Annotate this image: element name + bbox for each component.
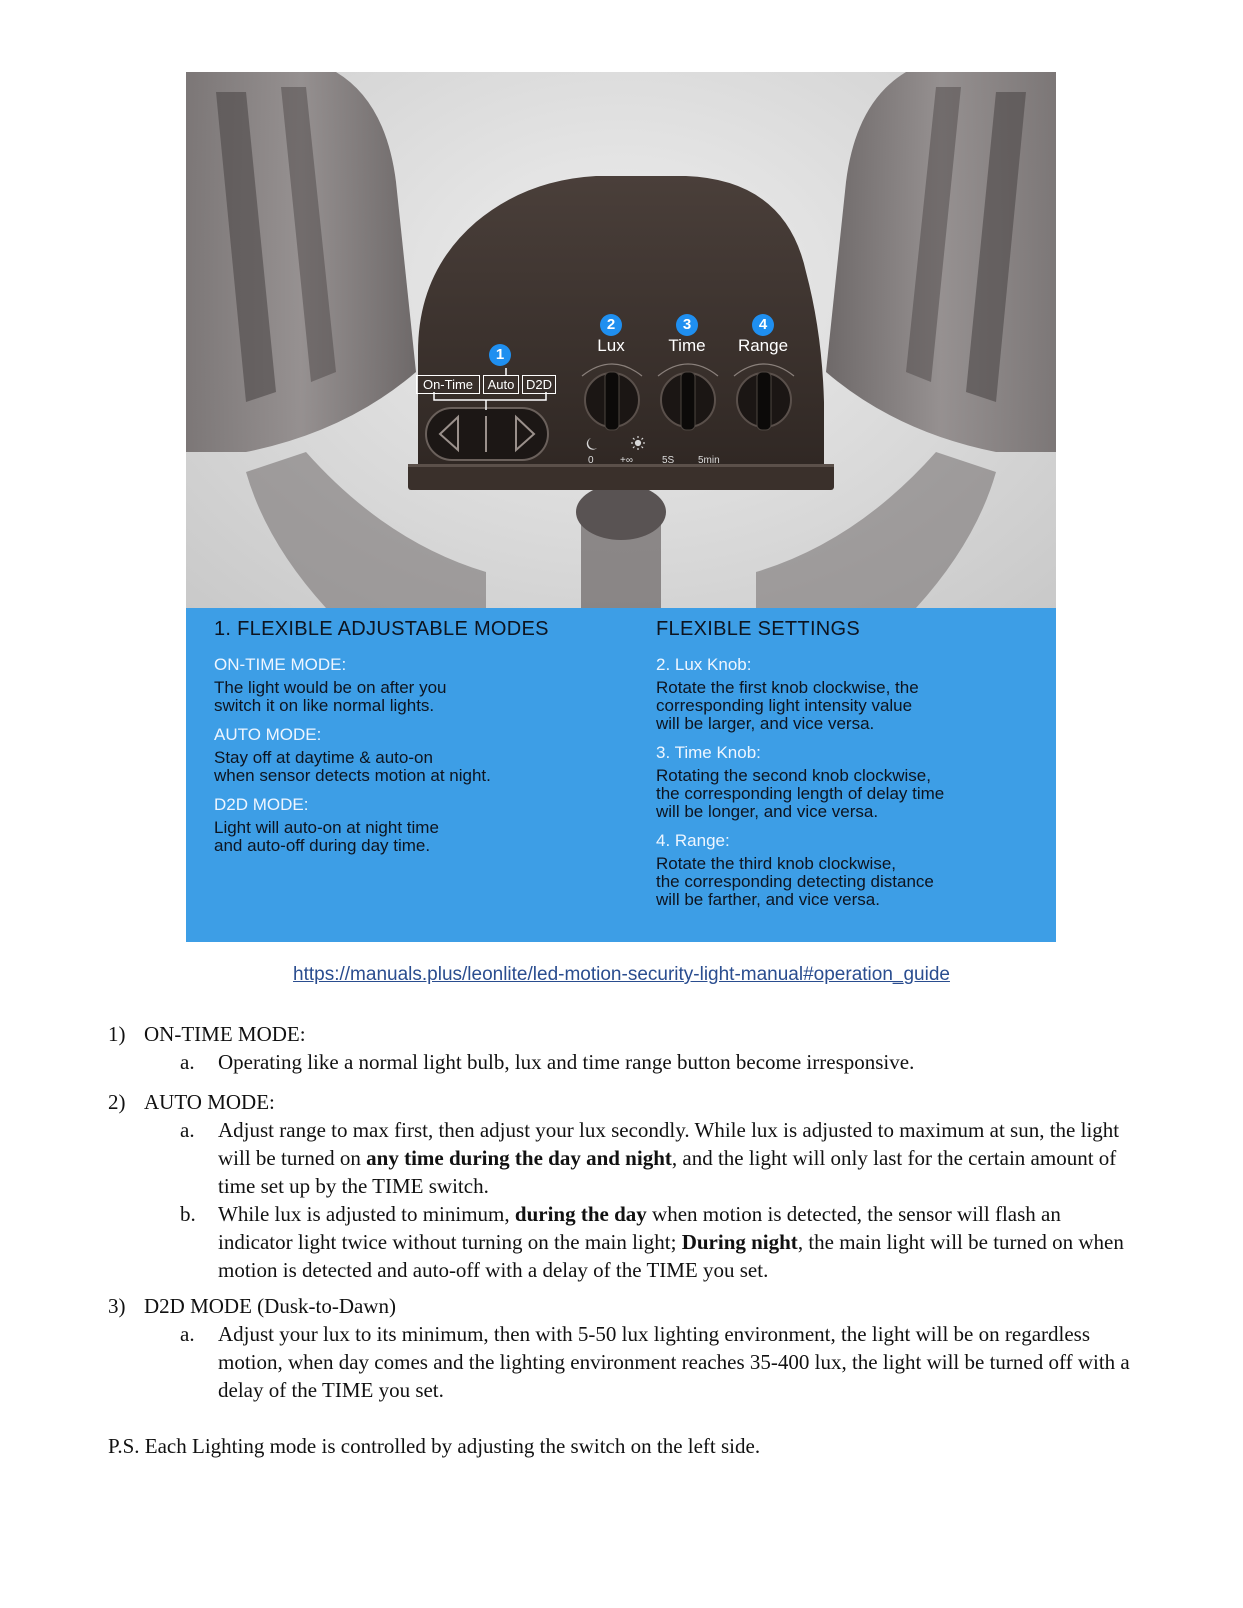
lux-knob-title: 2. Lux Knob: — [656, 655, 752, 674]
list-number: 2) — [108, 1090, 126, 1114]
badge-lux: 2 — [600, 314, 622, 336]
on-time-mode-title: ON-TIME MODE: — [214, 655, 347, 674]
time-label: Time — [668, 336, 706, 355]
sub-item-auto-b: b. While lux is adjusted to minimum, during the day when motion is detected, the sensor will flash an indicator light twice without turning on the main light; During night, the main light will be turned on when motion is detected and auto-off with a delay of the TIME you set. — [180, 1202, 1124, 1282]
on-time-mode-desc: The light would be on after you switch it on like normal lights. — [214, 678, 447, 715]
badge-mode-switch: 1 — [489, 344, 511, 366]
list-number: 3) — [108, 1294, 126, 1318]
mode-label-auto: Auto — [483, 375, 519, 394]
range-desc: Rotate the third knob clockwise, the corresponding detecting distance will be farther, and vice versa. — [656, 854, 934, 909]
time-scale-max: 5min — [698, 455, 720, 466]
source-link[interactable]: https://manuals.plus/leonlite/led-motion-security-light-manual#operation_guide — [293, 964, 950, 985]
lux-scale-min: 0 — [588, 455, 594, 466]
list-number: 1) — [108, 1022, 126, 1046]
modes-column — [214, 608, 614, 865]
sub-item-d2d-a: a. Adjust your lux to its minimum, then with 5-50 lux lighting environment, the light will be on regardless motion, when day comes and the lighting environment reaches 35-400 lux, the light will be turned off with a delay of the TIME you set. — [180, 1322, 1130, 1402]
lux-label: Lux — [597, 336, 625, 355]
time-knob-desc: Rotating the second knob clockwise, the corresponding length of delay time will be longer, and vice versa. — [656, 766, 945, 821]
range-title: 4. Range: — [656, 831, 730, 850]
badge-range: 4 — [752, 314, 774, 336]
info-panel — [186, 608, 1056, 942]
auto-mode-title: AUTO MODE: — [214, 725, 322, 744]
modes-heading: 1. FLEXIBLE ADJUSTABLE MODES — [214, 618, 549, 640]
ps-note: P.S. Each Lighting mode is controlled by adjusting the switch on the left side. — [108, 1434, 761, 1458]
list-title: AUTO MODE: — [144, 1090, 275, 1114]
d2d-mode-desc: Light will auto-on at night time and auto-off during day time. — [214, 818, 439, 855]
lux-scale-max: +∞ — [620, 455, 633, 466]
list-title: D2D MODE (Dusk-to-Dawn) — [144, 1294, 396, 1318]
mode-label-d2d: D2D — [522, 375, 556, 394]
sub-item-on-time-a: a. Operating like a normal light bulb, lux and time range button become irresponsive. — [180, 1050, 915, 1074]
time-knob-title: 3. Time Knob: — [656, 743, 761, 762]
range-label: Range — [737, 336, 789, 355]
time-scale-min: 5S — [662, 455, 675, 466]
settings-heading: FLEXIBLE SETTINGS — [656, 618, 861, 640]
lux-knob-desc: Rotate the first knob clockwise, the corresponding light intensity value will be larger, and vice versa. — [656, 678, 919, 733]
mode-label-on-time: On-Time — [416, 375, 480, 394]
settings-column — [656, 608, 1046, 919]
product-photo — [186, 72, 1056, 608]
sub-item-auto-a: a. Adjust range to max first, then adjust your lux secondly. While lux is adjusted to maximum at sun, the light will be turned on any time during the day and night, and the light will only last for the certain amount of time set up by the TIME switch. — [180, 1118, 1120, 1198]
badge-time: 3 — [676, 314, 698, 336]
auto-mode-desc: Stay off at daytime & auto-on when sensor detects motion at night. — [214, 748, 491, 785]
d2d-mode-title: D2D MODE: — [214, 795, 309, 814]
list-title: ON-TIME MODE: — [144, 1022, 306, 1046]
